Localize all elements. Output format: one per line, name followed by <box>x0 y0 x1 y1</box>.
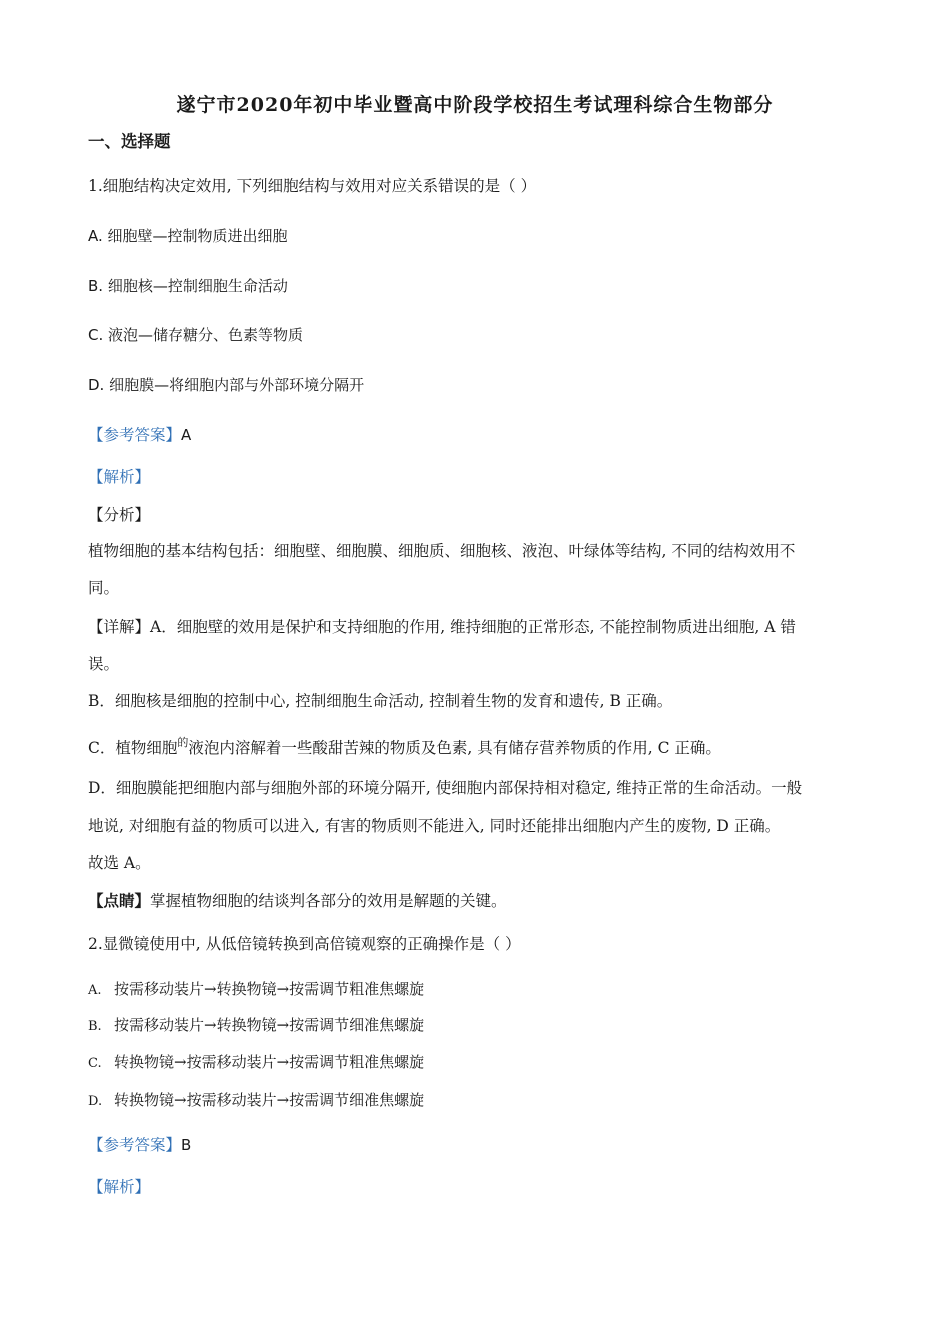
detail-a-text: A．细胞壁的效用是保护和支持细胞的作用, 维持细胞的正常形态, 不能控制物质进出细胞, A 错 <box>150 618 796 636</box>
section-heading: 一、选择题 <box>88 132 171 151</box>
dianjing-text: 掌握植物细胞的结谈判各部分的效用是解题的关键。 <box>150 892 507 910</box>
question-2-analysis-label: 【解析】 <box>88 1178 151 1196</box>
detail-c-post: 液泡内溶解着一些酸甜苦辣的物质及色素, 具有储存营养物质的作用, C 正确。 <box>188 739 721 757</box>
question-1-stem: 1.细胞结构决定效用, 下列细胞结构与效用对应关系错误的是（ ） <box>88 177 537 195</box>
answer-value: A <box>181 426 192 444</box>
question-2-option-b <box>88 1015 424 1037</box>
option-letter: A. <box>88 983 102 998</box>
option-letter: D. <box>88 1094 103 1109</box>
option-text: 按需移动装片→转换物镜→按需调节粗准焦螺旋 <box>114 980 425 998</box>
conclusion: 故选 A。 <box>88 854 151 872</box>
detail-a-line-2: 误。 <box>88 655 120 673</box>
dianjing <box>88 891 507 911</box>
option-text: 转换物镜→按需移动装片→按需调节粗准焦螺旋 <box>114 1053 425 1071</box>
fenxi-label: 【分析】 <box>88 506 151 524</box>
question-1-option-c: C. 液泡—储存糖分、色素等物质 <box>88 326 304 344</box>
question-1-answer <box>88 425 191 445</box>
answer-label: 【参考答案】 <box>88 426 182 444</box>
option-text: 按需移动装片→转换物镜→按需调节细准焦螺旋 <box>114 1016 425 1034</box>
detail-c-pre: C．植物细胞 <box>88 739 178 757</box>
question-2-option-c <box>88 1052 424 1074</box>
detail-a-line-1 <box>88 617 796 637</box>
page-title: 遂宁市2020年初中毕业暨高中阶段学校招生考试理科综合生物部分 <box>176 94 774 116</box>
question-2-option-d <box>88 1090 424 1112</box>
question-2-answer <box>88 1135 191 1155</box>
detail-d-line-1: D．细胞膜能把细胞内部与细胞外部的环境分隔开, 使细胞内部保持相对稳定, 维持正常的生命活动。一般 <box>88 779 803 797</box>
option-letter: B. <box>88 1019 102 1034</box>
fenxi-text-line-1: 植物细胞的基本结构包括：细胞壁、细胞膜、细胞质、细胞核、液泡、叶绿体等结构, 不同的结构效用不 <box>88 542 796 560</box>
answer-value: B <box>181 1136 192 1154</box>
question-1-option-a: A. 细胞壁—控制物质进出细胞 <box>88 227 288 245</box>
option-text: 转换物镜→按需移动装片→按需调节细准焦螺旋 <box>114 1091 425 1109</box>
detail-c <box>88 738 721 760</box>
detail-d-line-2: 地说, 对细胞有益的物质可以进入, 有害的物质则不能进入, 同时还能排出细胞内产生的废物, D 正确。 <box>88 817 781 835</box>
question-1-option-d: D. 细胞膜—将细胞内部与外部环境分隔开 <box>88 376 365 394</box>
option-letter: C. <box>88 1056 102 1071</box>
question-2-option-a <box>88 979 424 1001</box>
question-2-stem: 2.显微镜使用中, 从低倍镜转换到高倍镜观察的正确操作是（ ） <box>88 935 521 953</box>
detail-label: 【详解】 <box>88 618 151 636</box>
fenxi-text-line-2: 同。 <box>88 579 120 597</box>
detail-b: B．细胞核是细胞的控制中心, 控制细胞生命活动, 控制着生物的发育和遗传, B 正确。 <box>88 692 673 710</box>
answer-label: 【参考答案】 <box>88 1136 182 1154</box>
dianjing-label: 【点睛】 <box>88 891 151 910</box>
analysis-label: 【解析】 <box>88 468 151 486</box>
question-1-option-b: B. 细胞核—控制细胞生命活动 <box>88 277 288 295</box>
detail-c-superscript: 的 <box>177 736 189 749</box>
